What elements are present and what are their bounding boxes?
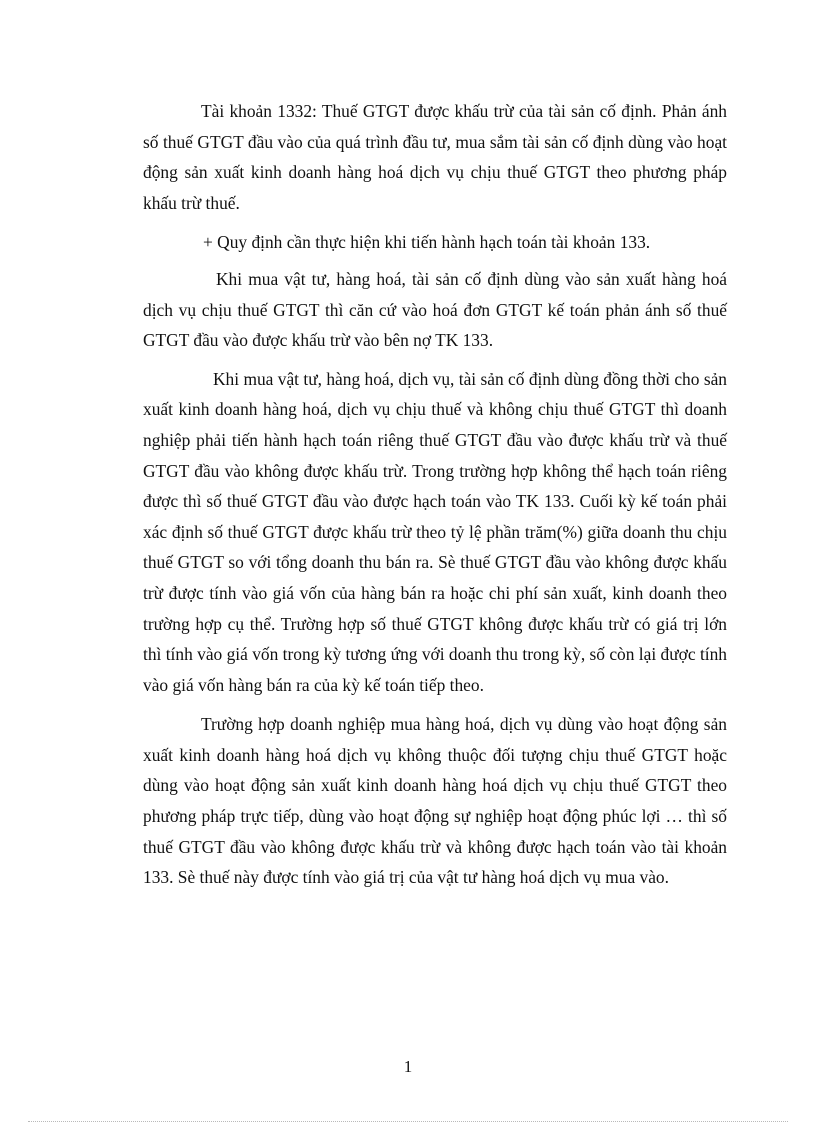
paragraph-purchase-mixed-use: Khi mua vật tư, hàng hoá, dịch vụ, tài sản cố định dùng đồng thời cho sản xuất kinh doanh hàng hoá, dịch vụ chịu thuế và không chịu thuế GTGT thì doanh nghiệp phải tiến hành hạch toán riêng thuế GTGT đầu vào được khấu trừ và thuế GTGT đầu vào không được khấu trừ. Trong trường hợp không thể hạch toán riêng được thì số thuế GTGT đầu vào được hạch toán vào TK 133. Cuối kỳ kế toán phải xác định số thuế GTGT được khấu trừ theo tỷ lệ phần trăm(%) giữa doanh thu chịu thuế GTGT so với tổng doanh thu bán ra. Sè thuế GTGT đầu vào không được khấu trừ được tính vào giá vốn của hàng bán ra hoặc chi phí sản xuất, kinh doanh theo trường hợp cụ thể. Trường hợp số thuế GTGT không được khấu trừ có giá trị lớn thì tính vào giá vốn trong kỳ tương ứng với doanh thu trong kỳ, số còn lại được tính vào giá vốn hàng bán ra của kỳ kế toán tiếp theo. (143, 368, 727, 695)
paragraph-account-1332: Tài khoản 1332: Thuế GTGT được khấu trừ của tài sản cố định. Phản ánh số thuế GTGT đầu vào của quá trình đầu tư, mua sắm tài sản cố định dùng vào hoạt động sản xuất kinh doanh hàng hoá dịch vụ chịu thuế GTGT theo phương pháp khấu trừ thuế. (143, 101, 727, 213)
page-number: 1 (403, 1057, 413, 1076)
paragraph-non-deductible-case: Trường hợp doanh nghiệp mua hàng hoá, dịch vụ dùng vào hoạt động sản xuất kinh doanh hàng hoá dịch vụ không thuộc đối tượng chịu thuế GTGT hoặc dùng vào hoạt động sản xuất kinh doanh hàng hoá dịch vụ chịu thuế GTGT theo phương pháp trực tiếp, dùng vào hoạt động sự nghiệp hoạt động phúc lợi … thì số thuế GTGT đầu vào không được khấu trừ và không được hạch toán vào tài khoản 133. Sè thuế này được tính vào giá trị của vật tư hàng hoá dịch vụ mua vào. (143, 714, 727, 888)
footer-dotted-divider (28, 1121, 788, 1122)
paragraph-regulation-heading: + Quy định cần thực hiện khi tiến hành hạch toán tài khoản 133. (203, 232, 651, 253)
document-body (143, 96, 727, 902)
paragraph-purchase-taxable: Khi mua vật tư, hàng hoá, tài sản cố định dùng vào sản xuất hàng hoá dịch vụ chịu thuế GTGT thì căn cứ vào hoá đơn GTGT kế toán phản ánh số thuế GTGT đầu vào được khấu trừ vào bên nợ TK 133. (143, 268, 727, 351)
